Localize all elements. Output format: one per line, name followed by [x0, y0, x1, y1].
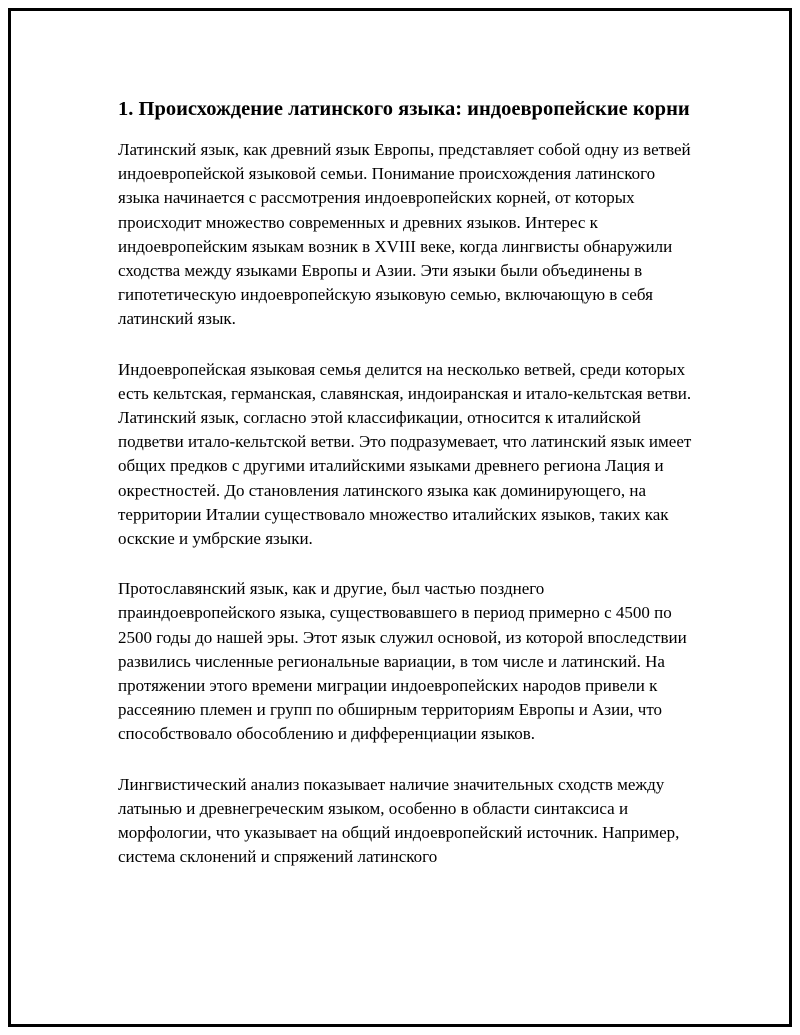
document-page — [8, 8, 792, 1027]
paragraph-2: Индоевропейская языковая семья делится на несколько ветвей, среди которых есть кельтская, германская, славянская, индоиранская и итало-кельтская ветви. Латинский язык, согласно этой классификации, относится к италийской подветви итало-кельтской ветви. Это подразумевает, что латинский язык имеет общих предков с другими италийскими языками древнего региона Лация и окрестностей. До становления латинского языка как доминирующего, на территории Италии существовало множество италийских языков, таких как оскские и умбрские языки. — [118, 359, 692, 549]
section-heading: 1. Происхождение латинского языка: индоевропейские корни — [118, 98, 690, 120]
paragraph-3: Протославянский язык, как и другие, был частью позднего праиндоевропейского языка, существовавшего в период примерно с 4500 по 2500 годы до нашей эры. Этот язык служил основой, из которой впоследствии развились численные региональные вариации, в том числе и латинский. На протяжении этого времени миграции индоевропейских народов привели к рассеянию племен и групп по обширным территориям Европы и Азии, что способствовало обособлению и дифференциации языков. — [118, 579, 687, 744]
document-body — [118, 95, 698, 895]
paragraph-4: Лингвистический анализ показывает наличие значительных сходств между латынью и древнегреческим языком, особенно в области синтаксиса и морфологии, что указывает на общий индоевропейский источник. Например, система склонений и спряжений латинского — [118, 774, 680, 867]
paragraph-1: Латинский язык, как древний язык Европы, представляет собой одну из ветвей индоевропейской языковой семьи. Понимание происхождения латинского языка начинается с рассмотрения индоевропейских корней, от которых происходит множество современных и древних языков. Интерес к индоевропейским языкам возник в XVIII веке, когда лингвисты обнаружили сходства между языками Европы и Азии. Эти языки были объединены в гипотетическую индоевропейскую языковую семью, включающую в себя латинский язык. — [118, 140, 691, 329]
